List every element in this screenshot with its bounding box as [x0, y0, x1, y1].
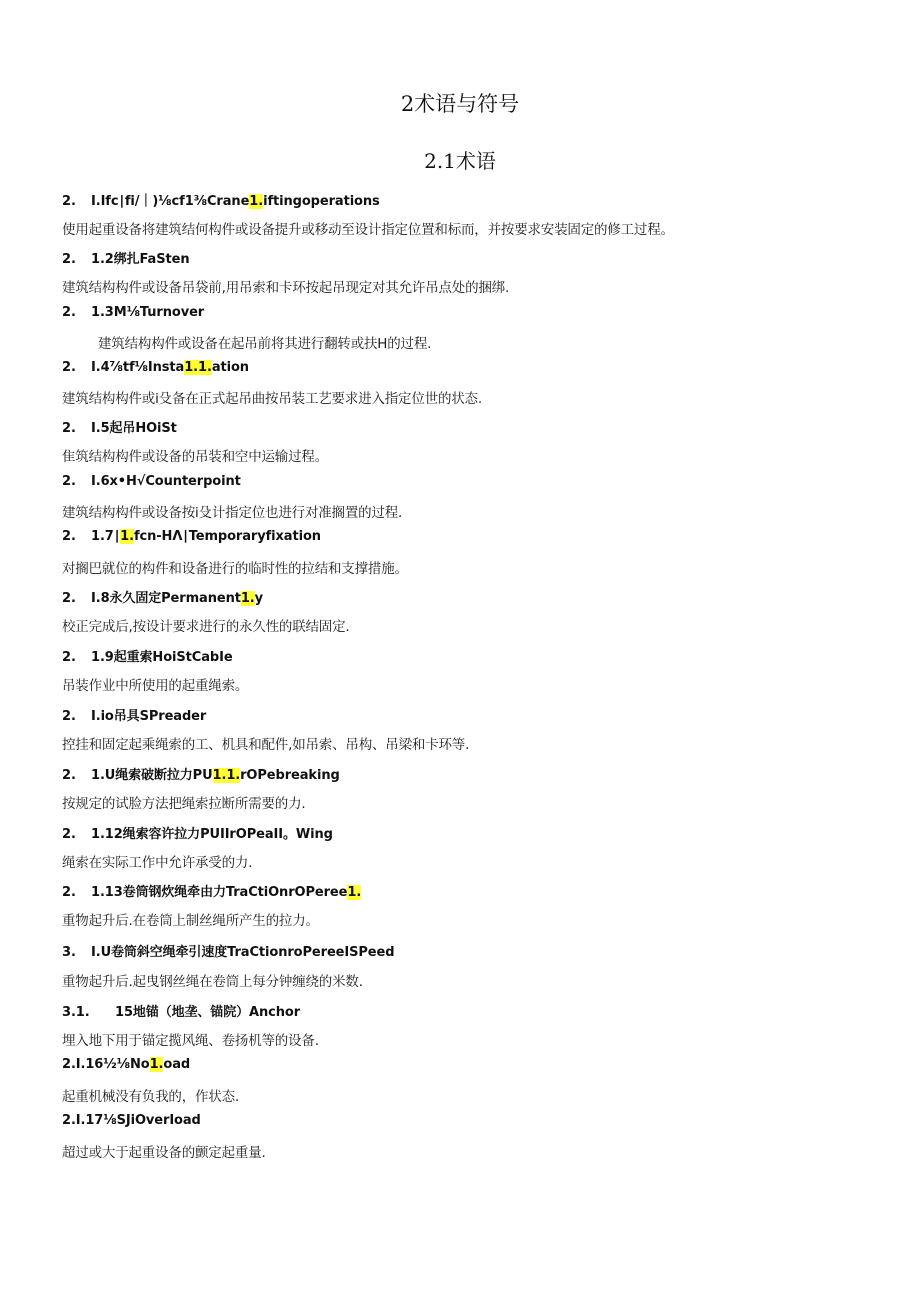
term-text-tail: iftingoperations: [263, 194, 380, 209]
term-heading: [62, 1057, 190, 1072]
term-text: 15地锚（地垄、锚院）Anchor: [115, 1005, 301, 1020]
term-definition: 建筑结构构件或设备吊袋前,用吊索和卡环按起吊现定对其允许吊点处的捆绑.: [62, 280, 510, 296]
term-text-tail: y: [254, 591, 264, 606]
term-heading: [62, 646, 233, 665]
term-heading: [62, 587, 263, 606]
term-number: 2.: [62, 709, 76, 724]
term-text: I.5起吊HOiSt: [91, 421, 177, 436]
term-number: 2.: [62, 194, 76, 209]
term-definition: 控挂和固定起乘绳索的工、机具和配件,如吊索、吊构、吊梁和卡环等.: [62, 737, 470, 753]
term-text: I.U卷筒斜空绳牵引速度TraCtionroPereeISPeed: [91, 945, 395, 960]
term-definition: 吊装作业中所使用的起重绳索。: [62, 678, 249, 694]
term-heading: [62, 529, 321, 544]
term-number: 2.: [62, 885, 76, 900]
term-number: 2.: [62, 650, 76, 665]
term-number: 2.: [62, 768, 76, 783]
term-definition: 使用起重设备将建筑结何构件或设备提升或移动至设计指定位置和标而，并按要求安装固定的修工过程。: [62, 222, 674, 238]
term-definition: 超过或大于起重设备的颤定起重量.: [62, 1145, 266, 1161]
term-text-tail: ation: [211, 360, 249, 375]
term-text: 1.13卷筒钢炊绳牵由力TraCtiOnrOPeree: [91, 885, 348, 900]
term-heading: [62, 941, 394, 960]
term-number: 2.: [62, 827, 76, 842]
term-heading: [62, 823, 333, 842]
highlight: 1.: [120, 529, 134, 544]
term-heading: [62, 705, 206, 724]
term-definition: 建筑结构构件或i殳备在正式起吊曲按吊装工艺要求进入指定位世的状态.: [62, 391, 482, 407]
section-title: 2.1术语: [424, 149, 496, 173]
highlight: 1.: [240, 591, 255, 606]
term-text: 1.U绳索破断拉力PU: [91, 768, 213, 783]
term-number: 2.: [62, 252, 76, 267]
term-heading: [62, 417, 177, 436]
term-heading: [62, 764, 340, 783]
term-text: I.io吊具SPreader: [91, 709, 207, 724]
highlight: 1.: [149, 1057, 164, 1072]
term-definition: 绳索在实际工作中允许承受的力.: [62, 855, 253, 871]
term-text: 2.I.17⅛SJiOverIoad: [62, 1113, 201, 1128]
term-number: 2.: [62, 421, 76, 436]
term-text: I.8永久固定Permanent: [91, 591, 241, 606]
term-text: I.Ifc∣fi/｜)⅛cf1⅜Crane: [91, 194, 250, 209]
term-number: 2.: [62, 360, 76, 375]
term-heading: [62, 360, 249, 375]
term-number: 3.1.: [62, 1005, 90, 1020]
term-text-tail: fcn-HΛ∣Temporaryfixation: [133, 529, 321, 544]
term-text: 1.12绳索容许拉力PUIIrOPeaII。Wing: [91, 827, 333, 842]
term-definition: 建筑结构构件或设备在起吊前将其进行翻转或扶H的过程.: [98, 336, 432, 352]
term-number: 2.: [62, 305, 76, 320]
term-text: 1.9起重索HoiStCabIe: [91, 650, 233, 665]
term-text: 1.3M⅛Turnover: [91, 305, 205, 320]
chapter-title: 2术语与符号: [400, 92, 520, 116]
term-definition: 埋入地下用于锚定揽风绳、卷扬机等的设备.: [62, 1033, 319, 1049]
term-heading: [62, 190, 380, 209]
term-text: 2.I.16½⅛No: [62, 1057, 150, 1072]
term-text: 1.7∣: [91, 529, 121, 544]
highlight: 1.: [249, 194, 264, 209]
term-definition: 对搁巴就位的构件和设备进行的临时性的拉结和支撑措施。: [62, 561, 408, 577]
term-definition: 起重机械没有负我的，作状态.: [62, 1089, 239, 1105]
highlight: 1.: [347, 885, 362, 900]
term-number: 3.: [62, 945, 76, 960]
term-definition: 按规定的试脸方法把绳索拉断所需要的力.: [62, 796, 306, 812]
highlight: 1.1.: [212, 768, 241, 783]
term-definition: 建筑结构构件或设备按i殳计指定位也进行对准搁置的过程.: [62, 505, 403, 521]
term-text-tail: rOPebreaking: [240, 768, 340, 783]
term-number: 2.: [62, 591, 76, 606]
term-definition: 重物起升后.在卷筒上制丝绳所产生的拉力。: [62, 913, 319, 929]
term-heading: [62, 1113, 201, 1128]
term-number: 2.: [62, 529, 76, 544]
term-definition: 重物起升后.起曳钢丝绳在卷筒上每分钟缠绕的米数.: [62, 974, 363, 990]
term-definition: 隹筑结构构件或设备的吊装和空中运输过程。: [62, 449, 328, 465]
term-heading: [62, 1001, 300, 1020]
term-heading: [62, 474, 241, 489]
term-text: I.4⅞tf⅛Insta: [91, 360, 185, 375]
term-text-tail: oad: [163, 1057, 191, 1072]
term-text: 1.2绑扎FaSten: [91, 252, 190, 267]
highlight: 1.1.: [184, 360, 212, 375]
term-heading: [62, 305, 204, 320]
term-definition: 校正完成后,按设计要求进行的永久性的联结固定.: [62, 619, 350, 635]
term-number: 2.: [62, 474, 76, 489]
term-heading: [62, 881, 361, 900]
term-heading: [62, 248, 189, 267]
term-text: I.6x•H√Counterpoint: [91, 474, 241, 489]
